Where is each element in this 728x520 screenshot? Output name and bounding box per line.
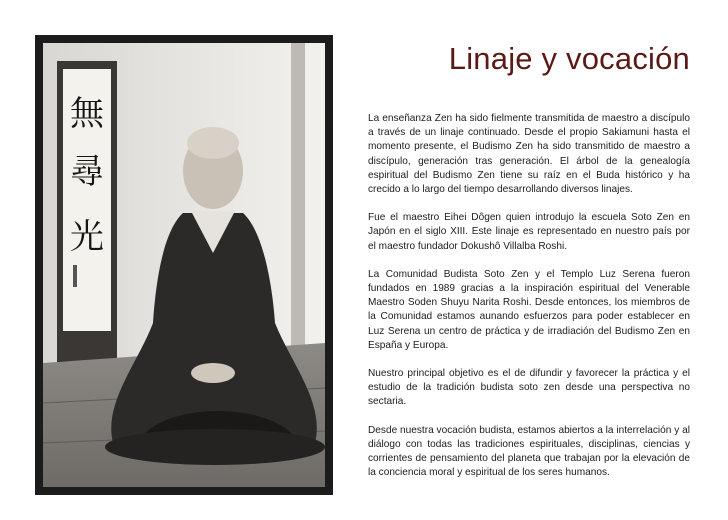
svg-text:尋: 尋 [70, 152, 104, 192]
paragraph-dogen: Fue el maestro Eihei Dôgen quien introdujo la escuela Soto Zen en Japón en el siglo XIII. Este linaje es representado en nuestro país por el maestro fundador Dokushô Villalba Roshi. [368, 212, 690, 252]
paragraph-vocation: Desde nuestra vocación budista, estamos abiertos a la interrelación y al diálogo con todas las tradiciones espirituales, disciplinas, ciencias y corrientes de pensamiento del planeta que trabajan por la elevación de la conciencia moral y espiritual de los seres humanos. [368, 424, 690, 479]
photo-frame [35, 35, 333, 495]
body-text [368, 112, 690, 480]
svg-text:光: 光 [70, 217, 104, 257]
paragraph-objective: Nuestro principal objetivo es el de difundir y favorecer la práctica y el estudio de la tradición budista soto zen desde una perspectiva no sectaria. [368, 368, 690, 408]
page-title: Linaje y vocación [448, 41, 690, 76]
meditating-monk-photo [43, 43, 325, 487]
scroll-calligraphy: 無 [70, 94, 104, 134]
paragraph-lineage: La enseñanza Zen ha sido fielmente transmitida de maestro a discípulo a través de un linaje continuado. Desde el propio Sakiamuni hasta el momento presente, el Budismo Zen ha sido transmitido de maestro a discípulo, generación tras generación. El árbol de la genealogía espiritual del Budismo Zen tiene su raíz en el Buda histórico y ha crecido a lo largo del tiempo desarrollando diversos linajes. [368, 113, 690, 196]
paragraph-community: La Comunidad Budista Soto Zen y el Templo Luz Serena fueron fundados en 1989 gracias a la inspiración espiritual del Venerable Maestro Soden Shuyu Narita Roshi. Desde entonces, los miembros de la Comunidad estamos aunando esfuerzos para poder establecer en Luz Serena un centro de práctica y de irradiación del Budismo Zen en España y Europa. [368, 268, 690, 351]
